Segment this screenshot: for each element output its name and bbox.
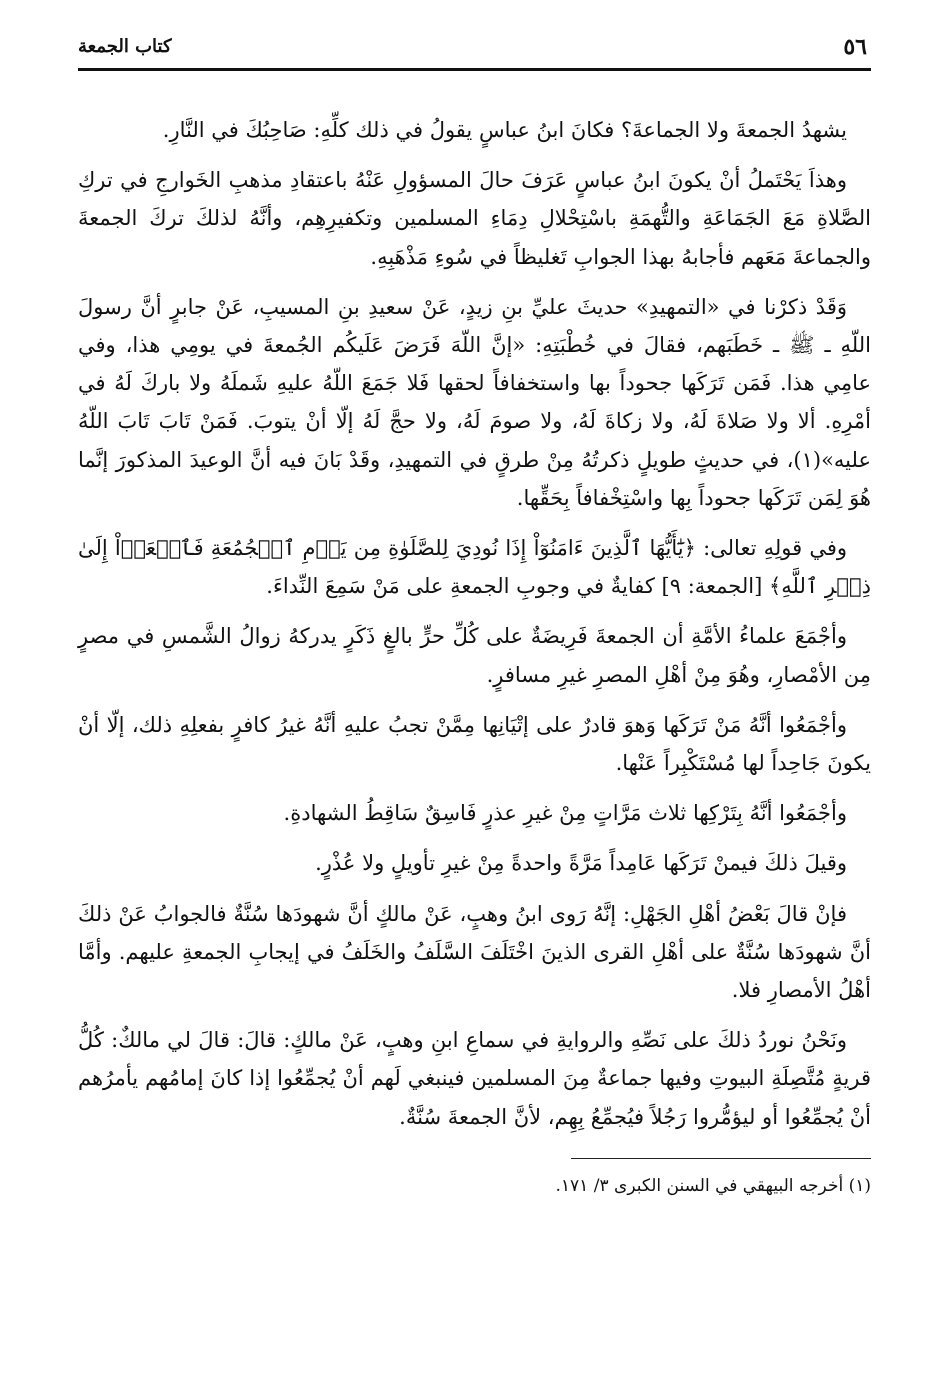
paragraph: يشهدُ الجمعةَ ولا الجماعةَ؟ فكانَ ابنُ عباسٍ يقولُ في ذلك كلِّهِ: صَاحِبُكَ في النَّارِ. xyxy=(162,118,847,142)
footnote: (١) أخرجه البيهقي في السنن الكبرى ٣/ ١٧١. xyxy=(555,1175,871,1196)
book-title: كتاب الجمعة xyxy=(78,36,172,57)
paragraph: وقيلَ ذلكَ فيمنْ تَرَكَها عَامِداً مَرَّةً واحدةً مِنْ غيرِ تأويلٍ ولا عُذْرٍ. xyxy=(315,851,847,876)
paragraph: فإنْ قالَ بَعْضُ أهْلِ الجَهْلِ: إنَّهُ رَوى ابنُ وهبٍ، عَنْ مالكٍ أنَّ شهودَها سُنَّةٌ فالجوابُ عَنْ ذلكَ أنَّ شهودَها سُنَّةٌ على أهْلِ القرى الذينَ اخْتَلَفَ السَّلَفُ والخَلَفُ في إيجابِ الجمعةِ عليهم. وأمَّا أهْلُ الأمصارِ فلا. xyxy=(78,901,871,1003)
paragraph: وأجْمَعُوا أنَّهُ بِتَرْكِها ثلاث مَرَّاتٍ مِنْ غيرِ عذرٍ فَاسِقٌ سَاقِطُ الشهادةِ. xyxy=(283,801,847,826)
paragraph: وأجْمَعَ علماءُ الأمَّةِ أن الجمعةَ فَرِيضَةٌ على كُلِّ حرٍّ بالغٍ ذَكَرٍ يدركهُ زوالُ الشَّمسِ في مصرٍ مِن الأمْصارِ، وهُوَ مِنْ أهْلِ المصرِ غيرِ مسافرٍ. xyxy=(78,624,871,687)
paragraph: وأجْمَعُوا أنَّهُ مَنْ تَرَكَها وَهوَ قادرٌ على إتْيَانِها مِمَّنْ تجبُ عليهِ أنَّهُ غيرُ كافرٍ بفعلِهِ ذلك، إلّا أنْ يكونَ جَاحِداً لها مُسْتَكْبِراً عَنْها. xyxy=(78,712,871,776)
main-text xyxy=(78,111,871,1136)
paragraph: ونَحْنُ نوردُ ذلكَ على نَصِّهِ والروايةِ في سماعِ ابنِ وهبٍ، عَنْ مالكٍ: قالَ: قالَ لي مالكٌ: كُلُّ قريةٍ مُتَّصِلَةِ البيوتِ وفيها جماعةٌ مِنَ المسلمين فينبغي لَهم أنْ يُجمِّعُوا إذا كانَ إمامُهم يأمرُهم أنْ يُجمِّعُوا أو ليؤمُّروا رَجُلاً فيُجمِّعُ بِهِم، لأنَّ الجمعةَ سُنَّةٌ. xyxy=(78,1028,871,1129)
page-number: ٥٦ xyxy=(843,34,867,60)
book-page xyxy=(78,32,871,1346)
footnote-divider xyxy=(571,1158,871,1159)
paragraph: وَقَدْ ذكرْنا في «التمهيدِ» حديثَ عليِّ بنِ زيدٍ، عَنْ سعيدِ بنِ المسيبِ، عَنْ جابرٍ أنَّ رسولَ اللّهِ ـ ﷺ ـ خَطَبَهم، فقالَ في خُطْبَتِهِ: «إنَّ اللّهَ فَرَضَ عَلَيكُم الجُمعةَ في يومِي هذا، وفي عامِي هذا. فَمَن تَرَكَها جحوداً بها واستخفافاً لحقها فَلا جَمَعَ اللّهُ عليهِ شَملَهُ ولا باركَ لَهُ في أمْرِهِ. ألا ولا صَلاةَ لَهُ، ولا زكاةَ لَهُ، ولا صومَ لَهُ، ولا حجَّ لَهُ إلّا أنْ يتوبَ. فَمَنْ تَابَ تَابَ اللّهُ عليه»(١)، في حديثٍ طويلٍ ذكرتُهُ مِنْ طرقٍ في التمهيدِ، وقَدْ بَانَ فيه أنَّ الوعيدَ المذكورَ إنَّما هُوَ لِمَن تَرَكَها جحوداً بِها واسْتِخْفافاً بِحَقِّها. xyxy=(78,294,871,510)
paragraph: وفي قولِهِ تعالى: ﴿يَٰٓأَيُّهَا ٱلَّذِينَ ءَامَنُوٓاْ إِذَا نُودِيَ لِلصَّلَوٰةِ مِن يَوۡمِ ٱلۡجُمُعَةِ فَٱسۡعَوۡاْ إِلَىٰ ذِكۡرِ ٱللَّهِ﴾ [الجمعة: ٩] كفايةٌ في وجوبِ الجمعةِ على مَنْ سَمِعَ النِّداءَ. xyxy=(78,536,871,599)
paragraph: وهذاَ يَحْتَملُ أنْ يكونَ ابنُ عباسٍ عَرَفَ حالَ المسؤولِ عَنْهُ باعتقادِ مذهبِ الخَوارجِ في تركِ الصَّلاةِ مَعَ الجَمَاعَةِ والتُّهمَةِ باسْتِحْلالِ دِمَاءِ المسلمين وتكفيرِهِم، وأنَّهُ لذلكَ تركَ الجمعةَ والجماعةَ مَعَهم فأجابهُ بهذا الجوابِ تَغليظاً في سُوءِ مَذْهَبِهِ. xyxy=(78,168,871,269)
running-header xyxy=(78,32,871,71)
